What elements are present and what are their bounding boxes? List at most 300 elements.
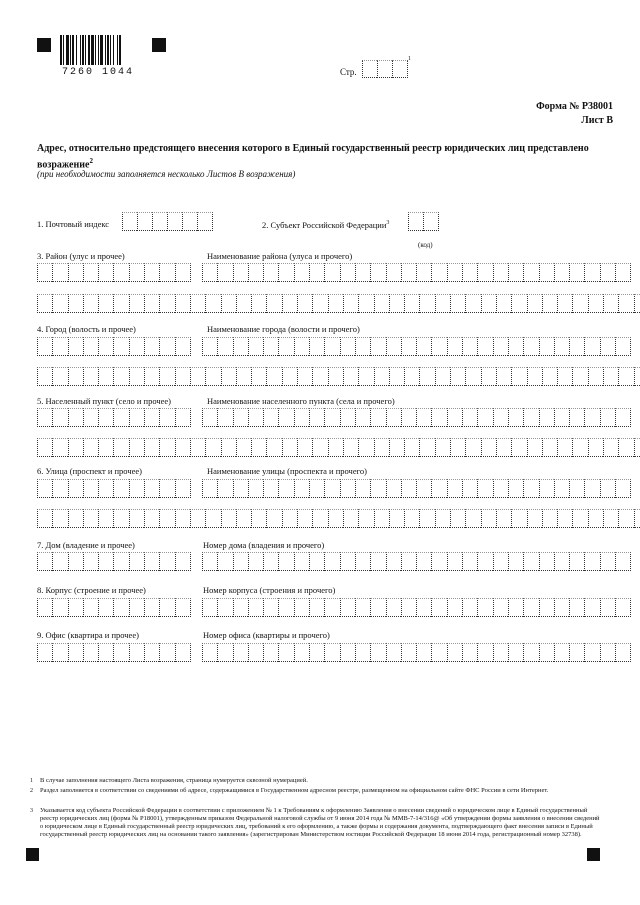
input-cell[interactable] (416, 408, 431, 427)
input-cell[interactable] (202, 337, 217, 356)
input-cell[interactable] (358, 294, 373, 313)
office-type-cells[interactable] (37, 643, 191, 660)
input-cell[interactable] (68, 367, 83, 386)
input-cell[interactable] (600, 598, 615, 617)
input-cell[interactable] (294, 479, 309, 498)
input-cell[interactable] (263, 643, 278, 662)
input-cell[interactable] (401, 598, 416, 617)
input-cell[interactable] (248, 408, 263, 427)
input-cell[interactable] (83, 438, 98, 457)
input-cell[interactable] (600, 408, 615, 427)
input-cell[interactable] (152, 212, 167, 231)
input-cell[interactable] (343, 438, 358, 457)
input-cell[interactable] (508, 598, 523, 617)
input-cell[interactable] (205, 438, 220, 457)
input-cell[interactable] (557, 294, 572, 313)
input-cell[interactable] (221, 509, 236, 528)
input-cell[interactable] (404, 367, 419, 386)
input-cell[interactable] (450, 367, 465, 386)
input-cell[interactable] (278, 479, 293, 498)
input-cell[interactable] (278, 263, 293, 282)
input-cell[interactable] (523, 552, 538, 571)
input-cell[interactable] (144, 552, 159, 571)
input-cell[interactable] (477, 337, 492, 356)
input-cell[interactable] (312, 367, 327, 386)
input-cell[interactable] (263, 337, 278, 356)
input-cell[interactable] (539, 263, 554, 282)
page-number-cells[interactable] (362, 60, 408, 76)
input-cell[interactable] (98, 263, 113, 282)
input-cell[interactable] (248, 598, 263, 617)
input-cell[interactable] (68, 552, 83, 571)
input-cell[interactable] (340, 643, 355, 662)
input-cell[interactable] (52, 509, 67, 528)
input-cell[interactable] (68, 337, 83, 356)
input-cell[interactable] (358, 509, 373, 528)
input-cell[interactable] (493, 479, 508, 498)
input-cell[interactable] (569, 552, 584, 571)
input-cell[interactable] (465, 367, 480, 386)
input-cell[interactable] (248, 263, 263, 282)
office-number-cells[interactable] (202, 643, 631, 660)
input-cell[interactable] (83, 552, 98, 571)
input-cell[interactable] (217, 643, 232, 662)
input-cell[interactable] (419, 438, 434, 457)
input-cell[interactable] (294, 643, 309, 662)
input-cell[interactable] (144, 479, 159, 498)
input-cell[interactable] (423, 212, 439, 231)
district-type-cells[interactable] (37, 263, 191, 280)
input-cell[interactable] (584, 552, 599, 571)
input-cell[interactable] (477, 408, 492, 427)
input-cell[interactable] (615, 598, 631, 617)
input-cell[interactable] (113, 552, 128, 571)
input-cell[interactable] (554, 479, 569, 498)
input-cell[interactable] (496, 509, 511, 528)
input-cell[interactable] (416, 552, 431, 571)
input-cell[interactable] (202, 479, 217, 498)
input-cell[interactable] (217, 337, 232, 356)
input-cell[interactable] (462, 263, 477, 282)
input-cell[interactable] (294, 263, 309, 282)
input-cell[interactable] (263, 598, 278, 617)
input-cell[interactable] (477, 263, 492, 282)
input-cell[interactable] (370, 337, 385, 356)
input-cell[interactable] (416, 263, 431, 282)
input-cell[interactable] (263, 408, 278, 427)
input-cell[interactable] (572, 509, 587, 528)
input-cell[interactable] (527, 294, 542, 313)
input-cell[interactable] (233, 552, 248, 571)
input-cell[interactable] (297, 509, 312, 528)
input-cell[interactable] (634, 294, 640, 313)
input-cell[interactable] (389, 438, 404, 457)
input-cell[interactable] (309, 479, 324, 498)
input-cell[interactable] (197, 212, 213, 231)
input-cell[interactable] (159, 294, 174, 313)
input-cell[interactable] (496, 438, 511, 457)
input-cell[interactable] (462, 598, 477, 617)
input-cell[interactable] (370, 598, 385, 617)
input-cell[interactable] (572, 438, 587, 457)
input-cell[interactable] (175, 367, 190, 386)
input-cell[interactable] (435, 438, 450, 457)
input-cell[interactable] (205, 509, 220, 528)
input-cell[interactable] (233, 598, 248, 617)
input-cell[interactable] (569, 263, 584, 282)
input-cell[interactable] (37, 408, 52, 427)
input-cell[interactable] (113, 408, 128, 427)
input-cell[interactable] (401, 263, 416, 282)
input-cell[interactable] (386, 598, 401, 617)
input-cell[interactable] (496, 294, 511, 313)
input-cell[interactable] (419, 509, 434, 528)
input-cell[interactable] (122, 212, 137, 231)
input-cell[interactable] (569, 598, 584, 617)
input-cell[interactable] (328, 438, 343, 457)
input-cell[interactable] (282, 367, 297, 386)
input-cell[interactable] (233, 479, 248, 498)
input-cell[interactable] (297, 367, 312, 386)
input-cell[interactable] (539, 552, 554, 571)
input-cell[interactable] (144, 408, 159, 427)
input-cell[interactable] (68, 294, 83, 313)
input-cell[interactable] (447, 643, 462, 662)
input-cell[interactable] (493, 552, 508, 571)
input-cell[interactable] (159, 598, 174, 617)
input-cell[interactable] (462, 337, 477, 356)
input-cell[interactable] (374, 367, 389, 386)
input-cell[interactable] (340, 263, 355, 282)
house-number-cells[interactable] (202, 552, 631, 569)
input-cell[interactable] (600, 263, 615, 282)
input-cell[interactable] (481, 438, 496, 457)
input-cell[interactable] (343, 367, 358, 386)
input-cell[interactable] (340, 337, 355, 356)
input-cell[interactable] (511, 509, 526, 528)
input-cell[interactable] (129, 598, 144, 617)
input-cell[interactable] (588, 438, 603, 457)
input-cell[interactable] (618, 367, 633, 386)
input-cell[interactable] (569, 408, 584, 427)
input-cell[interactable] (236, 367, 251, 386)
input-cell[interactable] (615, 263, 631, 282)
input-cell[interactable] (511, 438, 526, 457)
input-cell[interactable] (37, 509, 52, 528)
input-cell[interactable] (554, 408, 569, 427)
input-cell[interactable] (68, 408, 83, 427)
input-cell[interactable] (263, 552, 278, 571)
input-cell[interactable] (386, 552, 401, 571)
street-type-cells[interactable] (37, 479, 191, 496)
input-cell[interactable] (248, 552, 263, 571)
input-cell[interactable] (527, 509, 542, 528)
input-cell[interactable] (144, 367, 159, 386)
input-cell[interactable] (175, 408, 191, 427)
input-cell[interactable] (404, 509, 419, 528)
input-cell[interactable] (328, 509, 343, 528)
input-cell[interactable] (542, 438, 557, 457)
input-cell[interactable] (355, 337, 370, 356)
input-cell[interactable] (462, 643, 477, 662)
input-cell[interactable] (144, 438, 159, 457)
input-cell[interactable] (159, 337, 174, 356)
input-cell[interactable] (263, 263, 278, 282)
input-cell[interactable] (175, 479, 191, 498)
input-cell[interactable] (355, 552, 370, 571)
input-cell[interactable] (554, 263, 569, 282)
input-cell[interactable] (129, 263, 144, 282)
input-cell[interactable] (431, 408, 446, 427)
input-cell[interactable] (481, 509, 496, 528)
input-cell[interactable] (634, 509, 640, 528)
input-cell[interactable] (462, 479, 477, 498)
input-cell[interactable] (294, 337, 309, 356)
input-cell[interactable] (408, 212, 423, 231)
input-cell[interactable] (508, 552, 523, 571)
input-cell[interactable] (37, 479, 52, 498)
input-cell[interactable] (600, 337, 615, 356)
input-cell[interactable] (343, 294, 358, 313)
input-cell[interactable] (324, 643, 339, 662)
input-cell[interactable] (129, 509, 144, 528)
input-cell[interactable] (83, 337, 98, 356)
input-cell[interactable] (83, 509, 98, 528)
input-cell[interactable] (542, 509, 557, 528)
input-cell[interactable] (554, 598, 569, 617)
input-cell[interactable] (416, 337, 431, 356)
input-cell[interactable] (294, 552, 309, 571)
input-cell[interactable] (37, 294, 52, 313)
input-cell[interactable] (175, 337, 191, 356)
input-cell[interactable] (404, 438, 419, 457)
input-cell[interactable] (129, 643, 144, 662)
input-cell[interactable] (248, 479, 263, 498)
input-cell[interactable] (588, 294, 603, 313)
input-cell[interactable] (129, 337, 144, 356)
input-cell[interactable] (113, 643, 128, 662)
input-cell[interactable] (282, 294, 297, 313)
input-cell[interactable] (462, 552, 477, 571)
input-cell[interactable] (37, 643, 52, 662)
input-cell[interactable] (615, 408, 631, 427)
input-cell[interactable] (493, 643, 508, 662)
input-cell[interactable] (37, 337, 52, 356)
input-cell[interactable] (202, 598, 217, 617)
input-cell[interactable] (129, 294, 144, 313)
input-cell[interactable] (447, 337, 462, 356)
input-cell[interactable] (113, 337, 128, 356)
input-cell[interactable] (52, 479, 67, 498)
input-cell[interactable] (37, 438, 52, 457)
input-cell[interactable] (603, 367, 618, 386)
input-cell[interactable] (554, 337, 569, 356)
input-cell[interactable] (113, 479, 128, 498)
input-cell[interactable] (447, 598, 462, 617)
input-cell[interactable] (401, 552, 416, 571)
input-cell[interactable] (355, 408, 370, 427)
input-cell[interactable] (202, 552, 217, 571)
input-cell[interactable] (83, 408, 98, 427)
input-cell[interactable] (600, 552, 615, 571)
input-cell[interactable] (447, 408, 462, 427)
input-cell[interactable] (129, 438, 144, 457)
input-cell[interactable] (431, 552, 446, 571)
input-cell[interactable] (401, 479, 416, 498)
input-cell[interactable] (37, 367, 52, 386)
input-cell[interactable] (523, 337, 538, 356)
input-cell[interactable] (52, 598, 67, 617)
input-cell[interactable] (98, 438, 113, 457)
input-cell[interactable] (251, 294, 266, 313)
input-cell[interactable] (493, 408, 508, 427)
input-cell[interactable] (465, 294, 480, 313)
input-cell[interactable] (493, 337, 508, 356)
input-cell[interactable] (569, 479, 584, 498)
input-cell[interactable] (431, 598, 446, 617)
input-cell[interactable] (113, 509, 128, 528)
input-cell[interactable] (233, 263, 248, 282)
input-cell[interactable] (144, 337, 159, 356)
input-cell[interactable] (159, 552, 174, 571)
input-cell[interactable] (557, 438, 572, 457)
input-cell[interactable] (416, 479, 431, 498)
input-cell[interactable] (465, 438, 480, 457)
input-cell[interactable] (190, 294, 205, 313)
input-cell[interactable] (493, 598, 508, 617)
input-cell[interactable] (251, 367, 266, 386)
input-cell[interactable] (137, 212, 152, 231)
input-cell[interactable] (618, 294, 633, 313)
input-cell[interactable] (324, 337, 339, 356)
input-cell[interactable] (370, 479, 385, 498)
input-cell[interactable] (113, 294, 128, 313)
input-cell[interactable] (584, 598, 599, 617)
input-cell[interactable] (615, 643, 631, 662)
input-cell[interactable] (233, 408, 248, 427)
input-cell[interactable] (266, 438, 281, 457)
input-cell[interactable] (68, 509, 83, 528)
input-cell[interactable] (340, 598, 355, 617)
input-cell[interactable] (297, 294, 312, 313)
input-cell[interactable] (278, 408, 293, 427)
input-cell[interactable] (83, 598, 98, 617)
city-name-cells-row2[interactable] (37, 367, 640, 384)
input-cell[interactable] (392, 60, 408, 78)
input-cell[interactable] (370, 552, 385, 571)
input-cell[interactable] (508, 408, 523, 427)
input-cell[interactable] (98, 552, 113, 571)
input-cell[interactable] (447, 552, 462, 571)
input-cell[interactable] (340, 408, 355, 427)
input-cell[interactable] (324, 263, 339, 282)
input-cell[interactable] (539, 479, 554, 498)
input-cell[interactable] (236, 509, 251, 528)
input-cell[interactable] (389, 367, 404, 386)
input-cell[interactable] (113, 438, 128, 457)
input-cell[interactable] (159, 367, 174, 386)
input-cell[interactable] (52, 438, 67, 457)
input-cell[interactable] (68, 479, 83, 498)
input-cell[interactable] (481, 294, 496, 313)
input-cell[interactable] (52, 408, 67, 427)
input-cell[interactable] (83, 643, 98, 662)
input-cell[interactable] (159, 643, 174, 662)
input-cell[interactable] (431, 263, 446, 282)
input-cell[interactable] (340, 552, 355, 571)
input-cell[interactable] (297, 438, 312, 457)
input-cell[interactable] (416, 598, 431, 617)
input-cell[interactable] (52, 643, 67, 662)
input-cell[interactable] (374, 438, 389, 457)
district-name-cells-row2[interactable] (37, 294, 640, 311)
input-cell[interactable] (419, 294, 434, 313)
input-cell[interactable] (401, 408, 416, 427)
input-cell[interactable] (52, 337, 67, 356)
input-cell[interactable] (358, 367, 373, 386)
input-cell[interactable] (508, 263, 523, 282)
input-cell[interactable] (312, 509, 327, 528)
input-cell[interactable] (68, 263, 83, 282)
input-cell[interactable] (523, 408, 538, 427)
input-cell[interactable] (431, 337, 446, 356)
input-cell[interactable] (511, 294, 526, 313)
input-cell[interactable] (202, 263, 217, 282)
input-cell[interactable] (282, 509, 297, 528)
input-cell[interactable] (159, 479, 174, 498)
input-cell[interactable] (539, 643, 554, 662)
input-cell[interactable] (419, 367, 434, 386)
input-cell[interactable] (144, 509, 159, 528)
input-cell[interactable] (98, 367, 113, 386)
input-cell[interactable] (248, 643, 263, 662)
input-cell[interactable] (98, 509, 113, 528)
street-name-cells-row1[interactable] (202, 479, 631, 496)
input-cell[interactable] (554, 643, 569, 662)
input-cell[interactable] (447, 263, 462, 282)
input-cell[interactable] (572, 367, 587, 386)
input-cell[interactable] (324, 479, 339, 498)
input-cell[interactable] (362, 60, 377, 78)
input-cell[interactable] (377, 60, 392, 78)
input-cell[interactable] (175, 294, 190, 313)
input-cell[interactable] (278, 337, 293, 356)
input-cell[interactable] (584, 408, 599, 427)
input-cell[interactable] (615, 552, 631, 571)
input-cell[interactable] (37, 263, 52, 282)
input-cell[interactable] (202, 408, 217, 427)
input-cell[interactable] (584, 263, 599, 282)
city-name-cells-row1[interactable] (202, 337, 631, 354)
input-cell[interactable] (374, 294, 389, 313)
input-cell[interactable] (233, 643, 248, 662)
input-cell[interactable] (52, 552, 67, 571)
input-cell[interactable] (266, 509, 281, 528)
input-cell[interactable] (477, 643, 492, 662)
input-cell[interactable] (569, 643, 584, 662)
input-cell[interactable] (113, 598, 128, 617)
input-cell[interactable] (182, 212, 197, 231)
input-cell[interactable] (278, 598, 293, 617)
input-cell[interactable] (435, 367, 450, 386)
input-cell[interactable] (159, 509, 174, 528)
input-cell[interactable] (37, 552, 52, 571)
input-cell[interactable] (465, 509, 480, 528)
input-cell[interactable] (634, 367, 640, 386)
input-cell[interactable] (98, 643, 113, 662)
input-cell[interactable] (450, 509, 465, 528)
input-cell[interactable] (98, 408, 113, 427)
